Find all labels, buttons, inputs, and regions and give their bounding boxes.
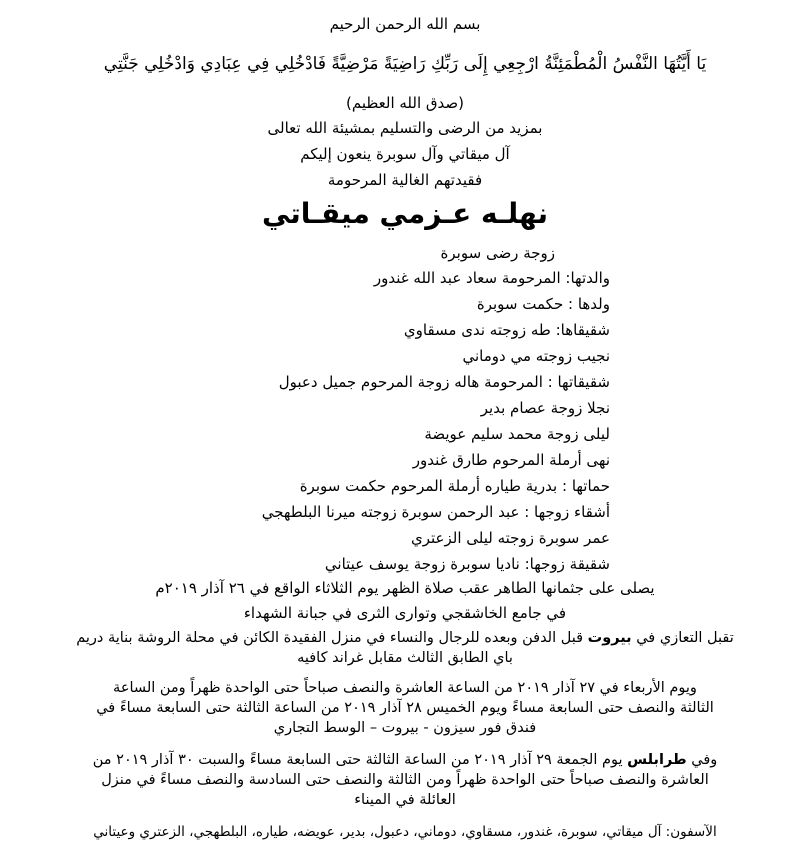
condolences-tripoli [6,750,804,810]
condolences-prefix: تقبل التعازي في [636,630,734,646]
relative-line: عمر سوبرة زوجته ليلى الزعتري [411,529,610,547]
basmala: بسم الله الرحمن الرحيم [329,15,481,33]
relative-line: حماتها : بدرية طياره أرملة المرحوم حكمت سوبرة [299,477,610,495]
condolences-text: فندق فور سيزون - بيروت – الوسط التجاري [273,720,537,736]
condolences-text: العائلة في الميناء [354,792,456,808]
relative-line: ولدها : حكمت سوبرة [476,295,610,313]
relative-line: زوجة رضى سوبرة [440,244,555,262]
prayer-line: يصلى على جثمانها الطاهر عقب صلاة الظهر يوم الثلاثاء الواقع في ٢٦ آذار ٢٠١٩م [155,579,655,597]
relative-line: والدتها: المرحومة سعاد عبد الله غندور [373,269,610,287]
condolences-text: ويوم الأربعاء في ٢٧ آذار ٢٠١٩ من الساعة العاشرة والنصف صباحاً حتى الواحدة ظهراً ومن الساعة [113,680,697,696]
relative-line: نهى أرملة المرحوم طارق غندور [412,451,610,469]
relative-line: شقيقة زوجها: ناديا سوبرة زوجة يوسف عيتاني [324,555,610,573]
prayer-line: في جامع الخاشقجي وتوارى الثرى في جبانة الشهداء [243,604,567,622]
mourners-line: الآسفون: آل ميقاتي، سوبرة، غندور، مسقاوي، دوماني، دعبول، بدير، عويضه، طياره، البلطهجي، الزعتري وعيتاني [93,824,717,840]
condolences-prefix: وفي [691,752,718,768]
city-beirut: بيروت [587,630,632,646]
deceased-name: نهلـه عـزمي ميقـاتي [261,197,549,230]
relative-line: شقيقاتها : المرحومة هاله زوجة المرحوم جميل دعبول [278,373,610,391]
intro-line: بمزيد من الرضى والتسليم بمشيئة الله تعالى [267,119,543,137]
verse-closing: (صدق الله العظيم) [345,94,465,112]
relative-line: أشقاء زوجها : عبد الرحمن سوبرة زوجته ميرنا البلطهجي [261,503,610,521]
relative-line: ليلى زوجة محمد سليم عويضة [424,425,610,443]
relative-line: شقيقاها: طه زوجته ندى مسقاوي [403,321,610,339]
condolences-text: يوم الجمعة ٢٩ آذار ٢٠١٩ من الساعة الثالثة حتى السابعة مساءً والسبت ٣٠ آذار ٢٠١٩ من [92,752,623,768]
condolences-hotel [6,678,804,738]
condolences-beirut [6,628,804,668]
condolences-text: قبل الدفن وبعده للرجال والنساء في منزل الفقيدة الكائن في محلة الروشة بناية دريم [76,630,584,646]
quran-verse: يَا أَيَّتُهَا النَّفْسُ الْمُطْمَئِنَّةُ ارْجِعِي إِلَى رَبِّكِ رَاضِيَةً مَرْضِيَّةً فَادْخُلِي فِي عِبَادِي وَادْخُلِي جَنَّتِي [103,54,707,74]
condolences-text: الثالثة والنصف حتى السابعة مساءً ويوم الخميس ٢٨ آذار ٢٠١٩ من الساعة الثالثة حتى السابعة مساءً في [96,700,714,716]
condolences-text: العاشرة والنصف صباحاً حتى الواحدة ظهراً ومن الثالثة والنصف حتى السادسة والنصف مساءً في منزل [101,772,709,788]
intro-line: فقيدتهم الغالية المرحومة [327,171,483,189]
relative-line: نجيب زوجته مي دوماني [462,347,610,365]
city-tripoli: طرابلس [627,752,687,768]
condolences-text: باي الطابق الثالث مقابل غراند كافيه [297,650,513,666]
intro-line: آل ميقاتي وآل سوبرة ينعون إليكم [300,145,510,163]
relative-line: نجلا زوجة عصام بدير [480,399,610,417]
